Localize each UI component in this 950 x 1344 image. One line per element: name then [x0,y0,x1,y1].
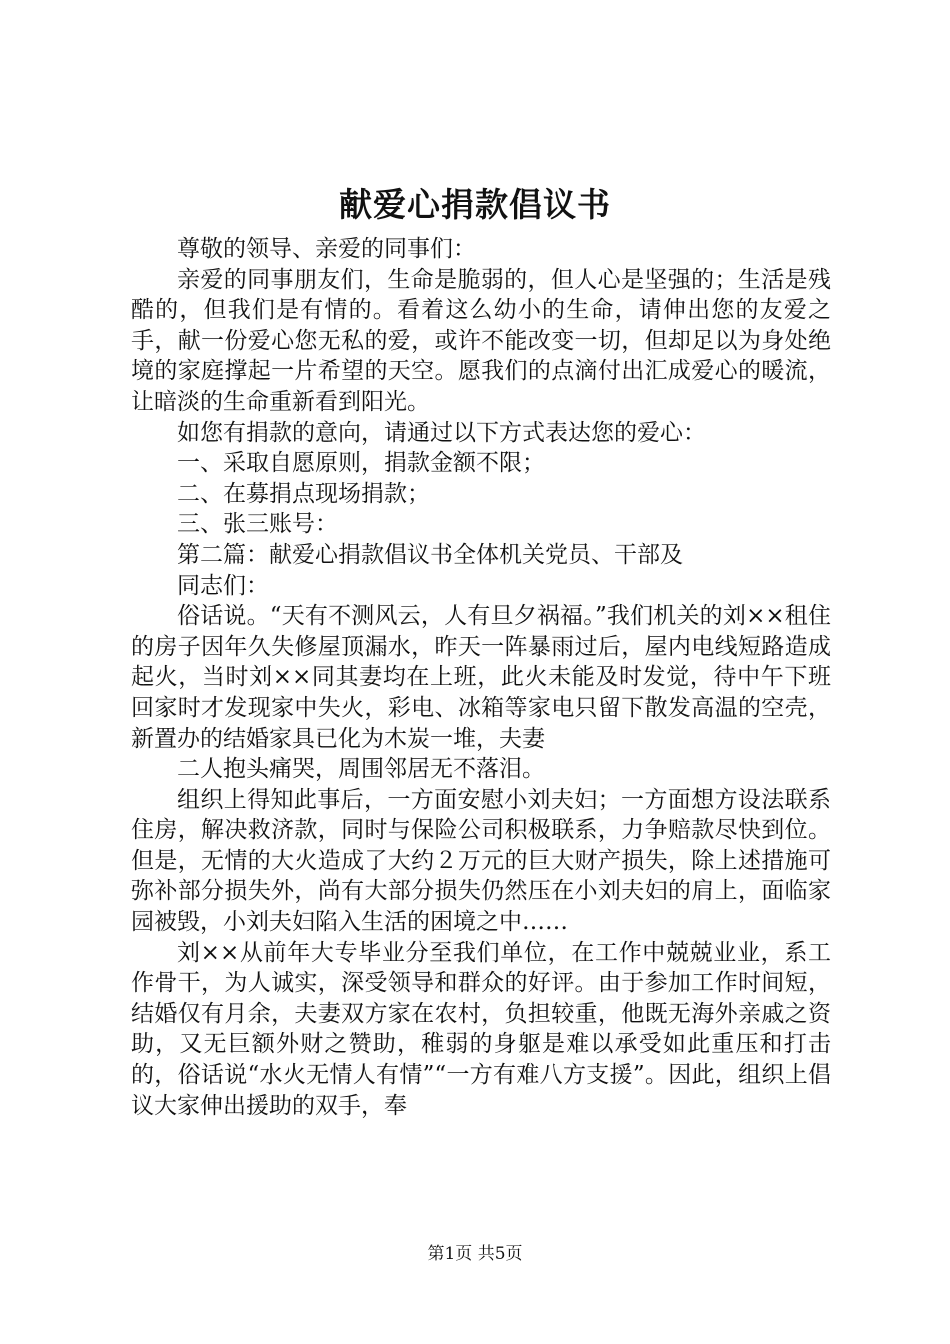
paragraph-donation-intro: 如您有捐款的意向，请通过以下方式表达您的爱心： [177,419,706,446]
paragraph-organization-response: 组织上得知此事后，一方面安慰小刘夫妇；一方面想方设法联系住房，解决救济款，同时与保险公司积极联系，力争赔款尽快到位。但是，无情的大火造成了大约２万元的巨大财产损失，除上述措施可弥补部分损失外，尚有大部分损失仍然压在小刘夫妇的肩上，面临家园被毁，小刘夫妇陷入生活的困境之中…… [131,786,831,936]
paragraph-neighbors: 二人抱头痛哭，周围邻居无不落泪。 [177,756,545,783]
document-title: 献爱心捐款倡议书 [339,185,611,224]
paragraph-appeal: 亲爱的同事朋友们，生命是脆弱的，但人心是坚强的；生活是残酷的，但我们是有情的。看着这么幼小的生命，请伸出您的友爱之手，献一份爱心您无私的爱，或许不能改变一切，但却足以为身处绝境的家庭撑起一片希望的天空。愿我们的点滴付出汇成爱心的暖流，让暗淡的生命重新看到阳光。 [131,266,831,415]
list-item-account: 三、张三账号： [177,511,338,538]
paragraph-second-salutation: 同志们： [177,572,269,599]
document-body [131,234,831,1121]
paragraph-person-background: 刘××从前年大专毕业分至我们单位，在工作中兢兢业业，系工作骨干，为人诚实，深受领导和群众的好评。由于参加工作时间短，结婚仅有月余，夫妻双方家在农村，负担较重，他既无海外亲戚之资助，又无巨额外财之赞助，稚弱的身躯是难以承受如此重压和打击的，俗话说“水火无情人有情”“一方有难八方支援”。因此，组织上倡议大家伸出援助的双手，奉 [131,939,831,1119]
paragraph-salutation: 尊敬的领导、亲爱的同事们： [177,236,476,262]
page-number-footer: 第1页 共5页 [427,1244,523,1264]
list-item-onsite: 二、在募捐点现场捐款； [177,480,430,507]
list-item-voluntary: 一、采取自愿原则，捐款金额不限； [177,450,545,477]
paragraph-second-part-heading: 第二篇：献爱心捐款倡议书全体机关党员、干部及 [177,541,683,568]
paragraph-fire-incident: 俗话说。“天有不测风云，人有旦夕祸福。”我们机关的刘××租住的房子因年久失修屋顶漏水，昨天一阵暴雨过后，屋内电线短路造成起火，当时刘××同其妻均在上班，此火未能及时发觉，待中午下班回家时才发现家中失火，彩电、冰箱等家电只留下散发高温的空壳，新置办的结婚家具已化为木炭一堆，夫妻 [131,603,831,752]
